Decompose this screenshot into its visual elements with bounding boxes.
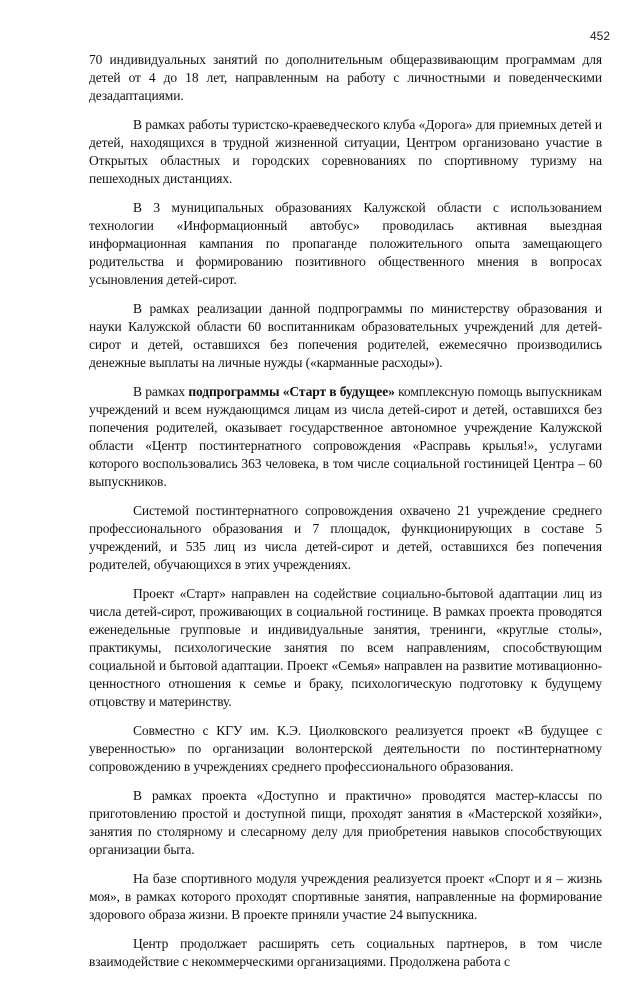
paragraph-3: В 3 муниципальных образованиях Калужской области с использованием технологии «Информационный автобус» проводилась активная выездная информационная кампания по пропаганде положительного опыта замещающего родительства и формированию позитивного общественного мнения в вопросах усыновления детей-сирот. [89, 200, 602, 287]
paragraph-7: Проект «Старт» направлен на содействие социально-бытовой адаптации лиц из числа детей-сирот, проживающих в социальной гостинице. В рамках проекта проводятся еженедельные групповые и индивидуальные занятия, тренинги, «круглые столы», практикумы, психологические занятия по всем направлениям, способствующим социальной и бытовой адаптации. Проект «Семья» направлен на развитие мотивационно-ценностного отношения к семье и браку, психологическую подготовку к будущему отцовству и материнству. [89, 586, 602, 709]
paragraph-5-suffix: комплексную помощь выпускникам учреждений и всем нуждающимся лицам из числа детей-сирот и детей, оставшихся без попечения родителей, оказывает государственное автономное учреждение Калужской области «Центр постинтернатного сопровождения «Расправь крылья!», услугами которого воспользовались 363 человека, в том числе социальной гостиницей Центра – 60 выпускников. [89, 384, 602, 489]
paragraph-8: Совместно с КГУ им. К.Э. Циолковского реализуется проект «В будущее с уверенностью» по организации волонтерской деятельности по постинтернатному сопровождению в учреждениях среднего профессионального образования. [89, 723, 602, 774]
paragraph-2: В рамках работы туристско-краеведческого клуба «Дорога» для приемных детей и детей, находящихся в трудной жизненной ситуации, Центром организовано участие в Открытых областных и городских соревнованиях по спортивному туризму на пешеходных дистанциях. [89, 117, 602, 186]
paragraph-9: В рамках проекта «Доступно и практично» проводятся мастер-классы по приготовлению простой и доступной пищи, проходят занятия в «Мастерской хозяйки», занятия по столярному и слесарному делу для приобретения навыков способствующих организации быта. [89, 788, 602, 857]
subprogram-title: подпрограммы «Старт в будущее» [188, 384, 395, 399]
paragraph-5-prefix: В рамках [133, 384, 189, 399]
page-number: 452 [589, 29, 610, 43]
paragraph-5 [89, 383, 602, 491]
paragraph-6: Системой постинтернатного сопровождения охвачено 21 учреждение среднего профессионального образования и 7 площадок, функционирующих в составе 5 учреждений, и 535 лиц из числа детей-сирот и детей, оставшихся без попечения родителей, обучающихся в этих учреждениях. [89, 503, 602, 572]
document-body [89, 51, 602, 982]
paragraph-11: Центр продолжает расширять сеть социальных партнеров, в том числе взаимодействие с некоммерческими организациями. Продолжена работа с [89, 936, 602, 969]
paragraph-10: На базе спортивного модуля учреждения реализуется проект «Спорт и я – жизнь моя», в рамках которого проходят спортивные занятия, направленные на формирование здорового образа жизни. В проекте приняли участие 24 выпускника. [89, 871, 602, 922]
paragraph-1: 70 индивидуальных занятий по дополнительным общеразвивающим программам для детей от 4 до 18 лет, направленным на работу с личностными и поведенческими дезадаптациями. [89, 52, 602, 103]
paragraph-4: В рамках реализации данной подпрограммы по министерству образования и науки Калужской области 60 воспитанникам образовательных учреждений для детей-сирот и детей, оставшихся без попечения родителей, ежемесячно производились денежные выплаты на личные нужды («карманные расходы»). [89, 301, 602, 370]
